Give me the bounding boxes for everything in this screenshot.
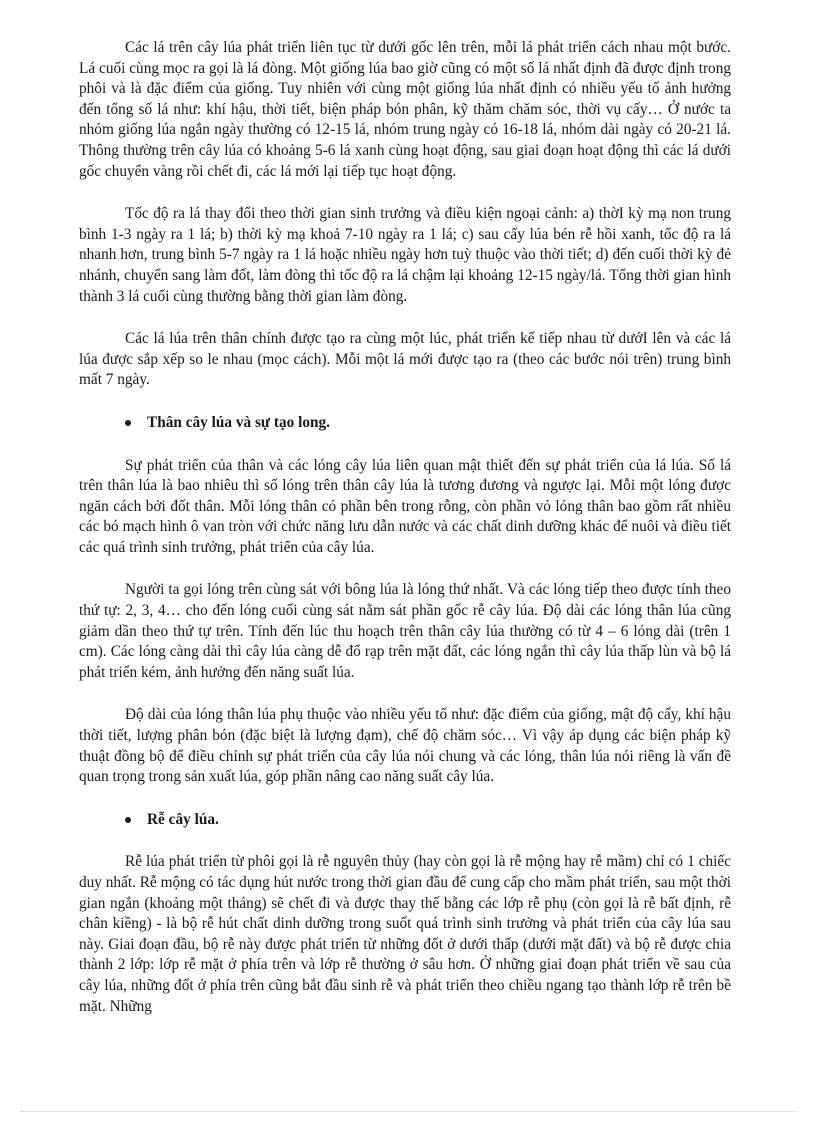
paragraph-root-development: Rễ lúa phát triển từ phôi gọi là rễ nguyên thủy (hay còn gọi là rễ mộng hay rễ mầm) chỉ có 1 chiếc duy nhất. Rễ mộng có tác dụng hút nước trong thời gian đầu để cung cấp cho mầm phát triển, sau một thời gian ngắn (khoảng một tháng) sẽ chết đi và được thay thế bằng các lớp rễ phụ (còn gọi là rễ bất định, rễ chân kiềng) - là bộ rễ hút chất dinh dưỡng trong suốt quá trình sinh trưởng và phát triển của cây lúa sau này. Giai đoạn đầu, bộ rễ này được phát triển từ những đốt ở dưới thấp (dưới mặt đất) và bộ rễ được chia thành 2 lớp: lớp rễ mặt ở phía trên và lớp rễ thường ở sâu hơn. Ở những giai đoạn phát triển về sau của cây lúa, những đốt ở phía trên cũng bắt đầu sinh rễ và phát triển theo chiều ngang tạo thành lớp rễ trên bề mặt. Những xyxy=(79,853,731,1015)
section-heading-root-text: Rễ cây lúa. xyxy=(147,810,219,828)
paragraph-internode-length: Độ dài của lóng thân lúa phụ thuộc vào nhiều yếu tố như: đặc điểm của giống, mật độ cấy, khí hậu thời tiết, lượng phân bón (đặc biệt là lượng đạm), chế độ chăm sóc… Vì vậy áp dụng các biện pháp kỹ thuật đồng bộ để điều chỉnh sự phát triển của cây lúa nói chung và các lóng, thân lúa nói riêng là vấn đề quan trọng trong sản xuất lúa, góp phần nâng cao năng suất cây lúa. xyxy=(79,706,731,786)
bullet-icon xyxy=(125,817,131,823)
document-body xyxy=(79,38,731,1039)
paragraph-leaf-growth: Các lá trên cây lúa phát triển liên tục từ dưới gốc lên trên, mỗi lá phát triển cách nhau một bước. Lá cuối cùng mọc ra gọi là lá đòng. Một giống lúa bao giờ cũng có một số lá nhất định đã được định trong phôi và là đặc điểm của giống. Tuy nhiên với cùng một giống lúa nhất định có nhiều yếu tố ảnh hưởng đến tổng số lá như: khí hậu, thời tiết, biện pháp bón phân, kỹ thăm chăm sóc, thời vụ cấy… Ở nước ta nhóm giống lúa ngắn ngày thường có 12-15 lá, nhóm trung ngày có 16-18 lá, nhóm dài ngày có 20-21 lá. Thông thường trên cây lúa có khoảng 5-6 lá xanh cùng hoạt động, sau giai đoạn hoạt động thì các lá dưới gốc chuyển vàng rồi chết đi, các lá mới lại tiếp tục hoạt động. xyxy=(79,39,731,180)
bullet-icon xyxy=(125,420,131,426)
section-heading-stem-text: Thân cây lúa và sự tạo long. xyxy=(147,413,331,431)
paragraph-leaf-arrangement: Các lá lúa trên thân chính được tạo ra cùng một lúc, phát triển kế tiếp nhau từ dướI lên và các lá lúa được sắp xếp so le nhau (mọc cách). Mỗi một lá mới được tạo ra (theo các bước nói trên) trung bình mất 7 ngày. xyxy=(79,330,731,389)
section-heading-root xyxy=(79,810,731,831)
paragraph-stem-internodes: Sự phát triển của thân và các lóng cây lúa liên quan mật thiết đến sự phát triển của lá lúa. Số lá trên thân lúa là bao nhiêu thì số lóng trên thân cây lúa là tương đương và ngược lại. Mỗi một lóng được ngăn cách bởi đốt thân. Mỗi lóng thân có phần bên trong rỗng, còn phần vỏ lóng thân bao gồm rất nhiều các bó mạch hình ô van tròn với chức năng lưu dẫn nước và các chất dinh dưỡng khác để nuôi và điều tiết các quá trình sinh trưởng, phát triển của cây lúa. xyxy=(79,456,731,556)
paragraph-internode-order: Người ta gọi lóng trên cùng sát với bông lúa là lóng thứ nhất. Và các lóng tiếp theo được tính theo thứ tự: 2, 3, 4… cho đến lóng cuối cùng sát nằm sát phần gốc rễ cây lúa. Độ dài các lóng thân lúa cũng giảm dần theo thứ tự trên. Tính đến lúc thu hoạch trên thân cây lúa thường có từ 4 – 6 lóng dài (trên 1 cm). Các lóng càng dài thì cây lúa càng dễ đổ rạp trên mặt đất, các lóng ngắn thì cây lúa thấp lùn và bộ lá phát triển kém, ảnh hưởng đến năng suất lúa. xyxy=(79,581,731,681)
paragraph-leaf-rate: Tốc độ ra lá thay đổi theo thời gian sinh trưởng và điều kiện ngoại cảnh: a) thờI kỳ mạ non trung bình 1-3 ngày ra 1 lá; b) thời kỳ mạ khoả 7-10 ngày ra 1 lá; c) sau cấy lúa bén rễ hồi xanh, tốc độ ra lá nhanh hơn, trung bình 5-7 ngày ra 1 lá hoặc nhiều ngày hơn tuỳ thuộc vào thời tiết; d) đến cuối thời kỳ đẻ nhánh, chuyển sang làm đốt, làm đòng thì tốc độ ra lá chậm lại khoảng 12-15 ngày/lá. Tổng thời gian hình thành 3 lá cuối cùng thường bằng thời gian làm đòng. xyxy=(79,205,731,305)
page-bottom-rule xyxy=(20,1111,796,1112)
section-heading-stem xyxy=(79,413,731,434)
